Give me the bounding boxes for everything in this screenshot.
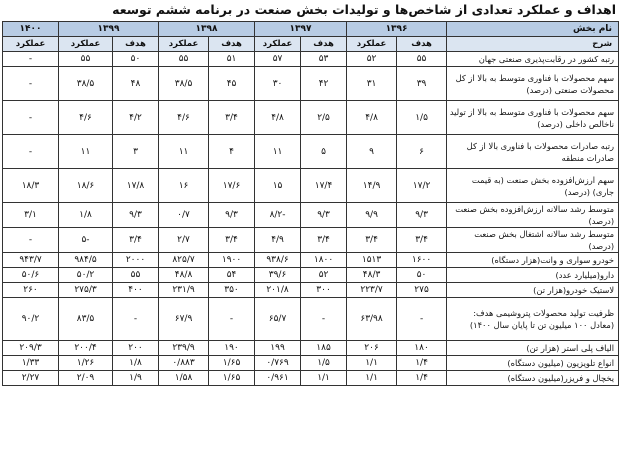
target-header: هدف <box>397 37 447 52</box>
value-cell: ۲۰۰۰ <box>113 253 159 268</box>
value-cell: ۱/۶۵ <box>209 371 255 386</box>
row-description: خودرو سواری و وانت(هزار دستگاه) <box>447 253 619 268</box>
actual-header: عملکرد <box>3 37 59 52</box>
value-cell: ۳ <box>113 135 159 169</box>
row-description: الیاف پلی استر (هزار تن) <box>447 341 619 356</box>
row-description: متوسط رشد سالانه اشتغال بخش صنعت (درصد) <box>447 228 619 253</box>
value-cell: ۴۸/۳ <box>347 268 397 283</box>
value-cell: ۹/۹ <box>347 203 397 228</box>
value-cell: ۵۷ <box>255 52 301 67</box>
value-cell: ۲۰۱/۸ <box>255 283 301 298</box>
row-description: یخچال و فریزر(میلیون دستگاه) <box>447 371 619 386</box>
value-cell: ۶۳/۹۸ <box>347 298 397 341</box>
value-cell: ۲۰۹/۳ <box>3 341 59 356</box>
actual-header: عملکرد <box>159 37 209 52</box>
value-cell: ۵۴ <box>209 268 255 283</box>
value-cell: ۴۵ <box>209 67 255 101</box>
table-row <box>3 356 619 371</box>
table-row <box>3 67 619 101</box>
value-cell: ۰/۷۶۹ <box>255 356 301 371</box>
table-row <box>3 268 619 283</box>
value-cell: ۱۴/۹ <box>347 169 397 203</box>
value-cell: ۹۰/۲ <box>3 298 59 341</box>
value-cell: ۱۷/۸ <box>113 169 159 203</box>
row-description: سهم ارزش‌افزوده بخش صنعت (به قیمت جاری) (درصد) <box>447 169 619 203</box>
description-header: شرح <box>447 37 619 52</box>
table-row <box>3 52 619 67</box>
value-cell: ۲۳۹/۹ <box>159 341 209 356</box>
value-cell: ۶۵/۷ <box>255 298 301 341</box>
value-cell: ۱۹۹ <box>255 341 301 356</box>
value-cell: ۰/۷ <box>159 203 209 228</box>
value-cell: ۲/۵ <box>301 101 347 135</box>
table-row <box>3 253 619 268</box>
year-header-1400: ۱۴۰۰ <box>3 22 59 37</box>
table-row <box>3 371 619 386</box>
value-cell: ۴/۶ <box>59 101 113 135</box>
row-description: دارو(میلیارد عدد) <box>447 268 619 283</box>
table-row <box>3 298 619 341</box>
value-cell: - <box>301 298 347 341</box>
value-cell: ۱۸/۶ <box>59 169 113 203</box>
value-cell: ۶ <box>397 135 447 169</box>
value-cell: ۵ <box>301 135 347 169</box>
year-header-1397: ۱۳۹۷ <box>255 22 347 37</box>
value-cell: ۳۹/۶ <box>255 268 301 283</box>
value-cell: ۳/۴ <box>209 101 255 135</box>
value-cell: ۳/۴ <box>397 228 447 253</box>
value-cell: - <box>113 298 159 341</box>
value-cell: ۱/۴ <box>397 371 447 386</box>
value-cell: ۱۸۵ <box>301 341 347 356</box>
value-cell: ۱/۲۶ <box>59 356 113 371</box>
value-cell: ۵۵ <box>159 52 209 67</box>
value-cell: ۳۰۰ <box>301 283 347 298</box>
value-cell: ۱۶ <box>159 169 209 203</box>
year-header-1398: ۱۳۹۸ <box>159 22 255 37</box>
value-cell: ۸۲۵/۷ <box>159 253 209 268</box>
value-cell: ۰/۹۶۱ <box>255 371 301 386</box>
value-cell: ۲۶۰ <box>3 283 59 298</box>
value-cell: ۵۲ <box>301 268 347 283</box>
value-cell: ۵۲ <box>347 52 397 67</box>
value-cell: -۸/۲ <box>255 203 301 228</box>
value-cell: ۱/۵۸ <box>159 371 209 386</box>
target-header: هدف <box>209 37 255 52</box>
value-cell: ۱۸/۳ <box>3 169 59 203</box>
table-row <box>3 101 619 135</box>
value-cell: ۱۱ <box>59 135 113 169</box>
value-cell: ۶۷/۹ <box>159 298 209 341</box>
value-cell: ۹۳۸/۶ <box>255 253 301 268</box>
value-cell: ۵۰ <box>113 52 159 67</box>
table-row <box>3 203 619 228</box>
year-header-1399: ۱۳۹۹ <box>59 22 159 37</box>
value-cell: ۱/۱ <box>347 356 397 371</box>
value-cell: ۱۷/۲ <box>397 169 447 203</box>
value-cell: ۹۸۴/۵ <box>59 253 113 268</box>
value-cell: ۱۷/۶ <box>209 169 255 203</box>
value-cell: ۱/۸ <box>59 203 113 228</box>
row-description: لاستیک خودرو(هزار تن) <box>447 283 619 298</box>
value-cell: ۲/۲۷ <box>3 371 59 386</box>
value-cell: ۵۰/۶ <box>3 268 59 283</box>
value-cell: ۳/۴ <box>301 228 347 253</box>
data-table <box>2 21 619 386</box>
value-cell: ۳۵۰ <box>209 283 255 298</box>
page-title: اهداف و عملکرد تعدادی از شاخص‌ها و تولیدات بخش صنعت در برنامه ششم توسعه <box>112 2 616 17</box>
value-cell: ۴۸/۸ <box>159 268 209 283</box>
value-cell: ۲۲۳/۷ <box>347 283 397 298</box>
actual-header: عملکرد <box>255 37 301 52</box>
value-cell: ۴۰۰ <box>113 283 159 298</box>
value-cell: - <box>3 101 59 135</box>
value-cell: ۱/۹ <box>113 371 159 386</box>
value-cell: ۱۱ <box>255 135 301 169</box>
value-cell: ۱/۳۳ <box>3 356 59 371</box>
row-description: متوسط رشد سالانه ارزش‌افزوده بخش صنعت (درصد) <box>447 203 619 228</box>
value-cell: ۲۰۰ <box>113 341 159 356</box>
value-cell: ۹/۳ <box>209 203 255 228</box>
value-cell: - <box>397 298 447 341</box>
value-cell: ۱/۴ <box>397 356 447 371</box>
value-cell: ۵۵ <box>113 268 159 283</box>
value-cell: ۲/۷ <box>159 228 209 253</box>
value-cell: ۱۵۱۳ <box>347 253 397 268</box>
row-description: رتبه کشور در رقابت‌پذیری صنعتی جهان <box>447 52 619 67</box>
value-cell: ۱/۵ <box>301 356 347 371</box>
value-cell: ۹/۳ <box>397 203 447 228</box>
actual-header: عملکرد <box>347 37 397 52</box>
value-cell: ۴/۲ <box>113 101 159 135</box>
table-row <box>3 135 619 169</box>
value-cell: ۴/۸ <box>255 101 301 135</box>
table-body <box>3 52 619 386</box>
value-cell: ۰/۸۸۳ <box>159 356 209 371</box>
row-description: رتبه صادرات محصولات با فناوری بالا از کل صادرات منطقه <box>447 135 619 169</box>
value-cell: ۴۲ <box>301 67 347 101</box>
value-cell: ۳/۱ <box>3 203 59 228</box>
value-cell: ۱۹۰ <box>209 341 255 356</box>
value-cell: ۵۱ <box>209 52 255 67</box>
value-cell: ۵۰ <box>397 268 447 283</box>
row-description: سهم محصولات با فناوری متوسط به بالا از کل محصولات صنعتی (درصد) <box>447 67 619 101</box>
value-cell: ۳/۴ <box>347 228 397 253</box>
table-row <box>3 341 619 356</box>
value-cell: ۱۷/۴ <box>301 169 347 203</box>
value-cell: ۵۵ <box>59 52 113 67</box>
value-cell: -۵ <box>59 228 113 253</box>
value-cell: ۵۳ <box>301 52 347 67</box>
value-cell: ۳۰ <box>255 67 301 101</box>
target-header: هدف <box>301 37 347 52</box>
value-cell: - <box>3 228 59 253</box>
value-cell: ۱۵ <box>255 169 301 203</box>
table-row <box>3 169 619 203</box>
value-cell: ۳/۴ <box>209 228 255 253</box>
table-row <box>3 283 619 298</box>
value-cell: ۱۱ <box>159 135 209 169</box>
value-cell: ۹/۳ <box>301 203 347 228</box>
value-cell: ۱/۱ <box>301 371 347 386</box>
row-description: ظرفیت تولید محصولات پتروشیمی هدف: (معادل ۱۰۰ میلیون تن تا پایان سال ۱۴۰۰) <box>447 298 619 341</box>
value-cell: ۹ <box>347 135 397 169</box>
value-cell: ۱/۶۵ <box>209 356 255 371</box>
value-cell: ۳۹ <box>397 67 447 101</box>
row-description: انواع تلویزیون (میلیون دستگاه) <box>447 356 619 371</box>
value-cell: ۴/۶ <box>159 101 209 135</box>
value-cell: - <box>3 135 59 169</box>
value-cell: ۲۳۱/۹ <box>159 283 209 298</box>
value-cell: ۱/۵ <box>397 101 447 135</box>
value-cell: ۴ <box>209 135 255 169</box>
value-cell: ۲۷۵/۳ <box>59 283 113 298</box>
year-header-1396: ۱۳۹۶ <box>347 22 447 37</box>
value-cell: ۲۰۶ <box>347 341 397 356</box>
value-cell: ۸۳/۵ <box>59 298 113 341</box>
value-cell: ۳۸/۵ <box>159 67 209 101</box>
section-name-header: نام بخش <box>447 22 619 37</box>
value-cell: ۳/۴ <box>113 228 159 253</box>
value-cell: - <box>3 52 59 67</box>
value-cell: - <box>3 67 59 101</box>
value-cell: ۵۰/۲ <box>59 268 113 283</box>
value-cell: ۱۹۰۰ <box>209 253 255 268</box>
value-cell: ۲۰۰/۴ <box>59 341 113 356</box>
value-cell: ۱۸۰ <box>397 341 447 356</box>
value-cell: ۹۴۳/۷ <box>3 253 59 268</box>
value-cell: ۱/۱ <box>347 371 397 386</box>
value-cell: ۳۸/۵ <box>59 67 113 101</box>
value-cell: ۱۸۰۰ <box>301 253 347 268</box>
value-cell: ۵۵ <box>397 52 447 67</box>
value-cell: ۴۸ <box>113 67 159 101</box>
value-cell: ۴/۹ <box>255 228 301 253</box>
value-cell: ۱۶۰۰ <box>397 253 447 268</box>
value-cell: ۱/۸ <box>113 356 159 371</box>
actual-header: عملکرد <box>59 37 113 52</box>
value-cell: ۲/۰۹ <box>59 371 113 386</box>
value-cell: ۹/۳ <box>113 203 159 228</box>
table-row <box>3 228 619 253</box>
value-cell: - <box>209 298 255 341</box>
value-cell: ۲۷۵ <box>397 283 447 298</box>
row-description: سهم محصولات با فناوری متوسط به بالا از تولید ناخالص داخلی (درصد) <box>447 101 619 135</box>
target-header: هدف <box>113 37 159 52</box>
value-cell: ۳۱ <box>347 67 397 101</box>
value-cell: ۴/۸ <box>347 101 397 135</box>
